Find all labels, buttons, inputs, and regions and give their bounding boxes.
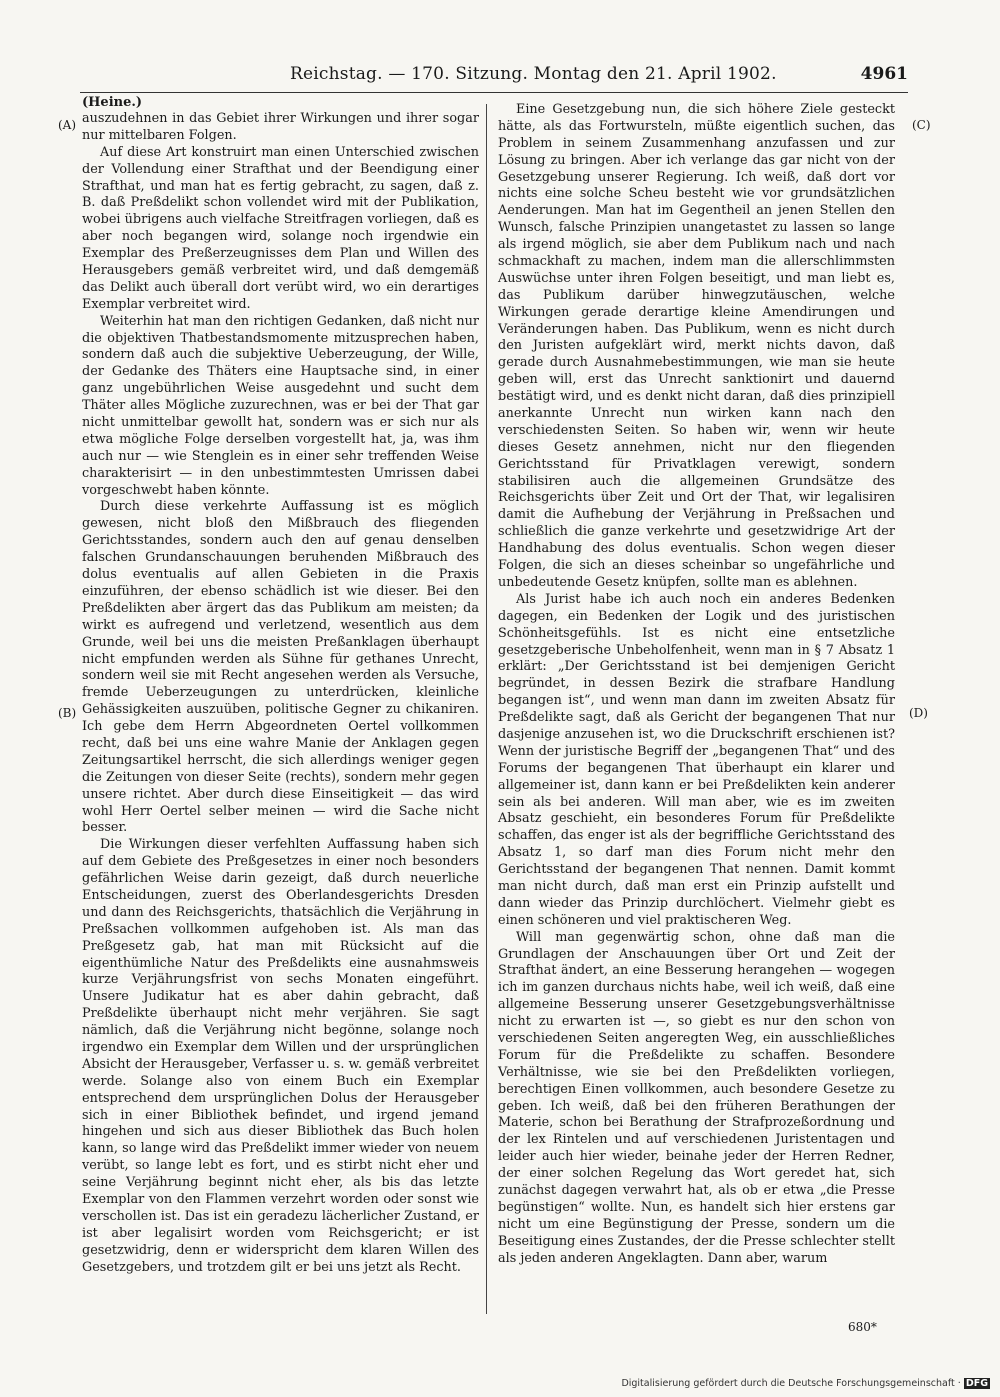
paragraph: Will man gegenwärtig schon, ohne daß man die Grundlagen der Anschauungen über Ort und Zeit der Strafthat ändert, an eine Besserung herangehen — wogegen ich im ganzen durchaus nichts habe, weil ich weiß, daß eine allgemeine Besserung unserer Gesetzgebungsverhältnisse nicht zu erwarten ist —, so giebt es nur den schon von verschiedenen Seiten angeregten Weg, ein ausschließliches Forum für die Preßdelikte zu schaffen. Besondere Verhältnisse, wie sie bei den Preßdelikten vorliegen, berechtigen Einen vollkommen, auch besondere Gesetze zu geben. Ich weiß, daß bei den früheren Berathungen der Materie, schon bei Berathung der Strafprozeßordnung und der lex Rintelen und auf verschiedenen Juristentagen und leider auch hier wieder, beinahe jeder der Herren Redner, der einer solchen Regelung das Wort geredet hat, sich zunächst dagegen verwahrt hat, als ob er etwa „die Presse begünstigen“ wollte. Nun, es handelt sich hier erstens gar nicht um eine Begünstigung der Presse, sondern um die Beseitigung eines Zustandes, der die Presse schlechter stellt als jeden anderen Angeklagten. Dann aber, warum xyxy=(498,929,895,1266)
footer-credit xyxy=(621,1378,990,1389)
header-rule xyxy=(80,92,908,93)
paragraph: auszudehnen in das Gebiet ihrer Wirkungen und ihrer sogar nur mittelbaren Folgen. xyxy=(82,111,479,143)
sheet-signature: 680* xyxy=(848,1320,877,1334)
paragraph: Eine Gesetzgebung nun, die sich höhere Ziele gesteckt hätte, als das Fortwursteln, müßte eigentlich suchen, das Problem in seinem Zusammenhang anzufassen und zur Lösung zu bringen. Aber ich verlange das gar nicht von der Gesetzgebung unserer Regierung. Ich weiß, daß dort vor nichts eine solche Scheu besteht wie vor grundsätzlichen Aenderungen. Man hat im Gegentheil an jenen Stellen den Wunsch, falsche Prinzipien unangetastet zu lassen so lange als irgend möglich, sie aber dem Publikum nach und nach schmackhaft zu machen, indem man die allerschlimmsten Auswüchse unter ihren Folgen beseitigt, und man liebt es, das Publikum darüber hinwegzutäuschen, welche Wirkungen gerade derartige kleine Amendirungen und Veränderungen haben. Das Publikum, wenn es nicht durch den Juristen aufgeklärt wird, merkt nichts davon, daß gerade durch Ausnahmebestimmungen, wie man sie heute geben will, erst das Unrecht sanktionirt und dauernd bestätigt wird, und es denkt nicht daran, daß dies prinzipiell anerkannte Unrecht nun wirken kann nach den verschiedensten Seiten. So haben wir, wenn wir heute dieses Gesetz annehmen, nicht nur den fliegenden Gerichtsstand für Privatklagen verewigt, sondern stabilisiren auch die allgemeinen Grundsätze des Reichsgerichts über Zeit und Ort der That, wir legalisiren damit die Aufhebung der Verjährung in Preßsachen und schließlich die ganze verkehrte und gesetzwidrige Art der Handhabung des dolus eventualis. Schon wegen dieser Folgen, die sich an dieses scheinbar so ungefährliche und unbedeutende Gesetz knüpfen, sollte man es ablehnen. xyxy=(498,102,895,590)
paragraph: Weiterhin hat man den richtigen Gedanken, daß nicht nur die objektiven Thatbestandsmomente mitzusprechen haben, sondern daß auch die subjektive Ueberzeugung, der Wille, der Gedanke des Thäters eine Hauptsache sind, in einer ganz ungebührlichen Weise ausgedehnt und sucht dem Thäter alles Mögliche zuzurechnen, was er bei der That gar nicht unmittelbar gewollt hat, sondern was er sich nur als etwa mögliche Folge derselben vorgestellt hat, ja, was ihm auch nur — wie Stenglein es in einer sehr treffenden Weise charakterisirt — in den unbestimmtesten Umrissen dabei vorgeschwebt haben könnte. xyxy=(82,313,479,498)
running-title: Reichstag. — 170. Sitzung. Montag den 21. April 1902. xyxy=(290,64,777,84)
footer-text: Digitalisierung gefördert durch die Deutsche Forschungsgemeinschaft · xyxy=(621,1378,961,1389)
paragraph: Als Jurist habe ich auch noch ein anderes Bedenken dagegen, ein Bedenken der Logik und des juristischen Schönheitsgefühls. Ist es nicht eine entsetzliche gesetzgeberische Unbeholfenheit, wenn man in § 7 Absatz 1 erklärt: „Der Gerichtsstand ist bei demjenigen Gericht begründet, in dessen Bezirk die strafbare Handlung begangen ist“, und wenn man dann im zweiten Absatz für Preßdelikte sagt, daß als Gericht der begangenen That nur dasjenige anzusehen ist, wo die Druckschrift erschienen ist? Wenn der juristische Begriff der „begangenen That“ und des Forums der begangenen That überhaupt ein klarer und allgemeiner ist, dann kann er bei Preßdelikten kein anderer sein als bei anderen. Will man aber, wie es im zweiten Absatz geschieht, ein besonderes Forum für Preßdelikte schaffen, das enger ist als der begriffliche Gerichtsstand des Absatz 1, so darf man dies Forum nicht mehr den Gerichtsstand der begangenen That nennen. Damit kommt man nicht durch, daß man erst ein Prinzip aufstellt und dann wieder das Prinzip durchlöchert. Vielmehr giebt es einen schöneren und viel praktischeren Weg. xyxy=(498,591,895,928)
speaker-name: (Heine.) xyxy=(82,95,143,110)
margin-marker-b: (B) xyxy=(58,706,77,720)
paragraph: Durch diese verkehrte Auffassung ist es möglich gewesen, nicht bloß den Mißbrauch des fliegenden Gerichtsstandes, sondern auch den auf genau denselben falschen Grundanschauungen beruhenden Mißbrauch des dolus eventualis auf allen Gebieten in die Praxis einzuführen, der ebenso schädlich ist wie dieser. Bei den Preßdelikten aber ärgert das das Publikum am meisten; da wirkt es aufregend und verletzend, wesentlich aus dem Grunde, weil bei uns die meisten Preßanklagen überhaupt nicht empfunden werden als Sühne für gethanes Unrecht, sondern weil sie mit Recht angesehen werden als Versuche, fremde Ueberzeugungen zu unterdrücken, kleinliche Gehässigkeiten auszuüben, politische Gegner zu chikaniren. Ich gebe dem Herrn Abgeordneten Oertel vollkommen recht, daß bei uns eine wahre Manie der Anklagen gegen Zeitungsartikel herrscht, die sich allerdings weniger gegen die Zeitungen von dieser Seite (rechts), sondern mehr gegen unsere richtet. Aber durch diese Einseitigkeit — das wird wohl Herr Oertel selber meinen — wird die Sache nicht besser. xyxy=(82,499,479,836)
paragraph: Auf diese Art konstruirt man einen Unterschied zwischen der Vollendung einer Strafthat und der Beendigung einer Strafthat, und man hat es fertig gebracht, zu sagen, daß z. B. daß Preßdelikt schon vollendet wird mit der Publikation, wobei übrigens auch vielfache Streitfragen vorliegen, daß es aber noch begangen wird, solange noch irgendwie ein Exemplar des Preßerzeugnisses dem Plan und Willen des Herausgebers gemäß verbreitet wird, und daß demgemäß das Delikt auch überall dort verübt wird, wo ein derartiges Exemplar verbreitet wird. xyxy=(82,144,479,312)
column-divider xyxy=(486,104,487,1314)
margin-marker-a: (A) xyxy=(58,118,77,132)
margin-marker-d: (D) xyxy=(909,706,928,720)
right-column xyxy=(498,102,895,1267)
page-header xyxy=(58,64,908,88)
left-column xyxy=(82,111,479,1276)
paragraph: Die Wirkungen dieser verfehlten Auffassung haben sich auf dem Gebiete des Preßgesetzes in einer noch besonders gefährlichen Weise darin gezeigt, daß durch neuerliche Entscheidungen, zuerst des Oberlandesgerichts Dresden und dann des Reichsgerichts, thatsächlich die Verjährung in Preßsachen vollkommen aufgehoben ist. Als man das Preßgesetz gab, hat man mit Rücksicht auf die eigenthümliche Natur des Preßdelikts eine ausnahmsweis kurze Verjährungsfrist von sechs Monaten eingeführt. Unsere Judikatur hat es aber dahin gebracht, daß Preßdelikte überhaupt nicht mehr verjähren. Sie sagt nämlich, daß die Verjährung nicht begönne, solange noch irgendwo ein Exemplar dem Willen und der ursprünglichen Absicht der Herausgeber, Verfasser u. s. w. gemäß verbreitet werde. Solange also von einem Buch ein Exemplar entsprechend dem ursprünglichen Dolus der Herausgeber sich in einer Bibliothek befindet, und irgend jemand hingehen und sich aus dieser Bibliothek das Buch holen kann, so lange wird das Preßdelikt immer wieder von neuem verübt, so lange lebt es fort, und es stirbt nicht eher und seine Verjährung beginnt nicht eher, als bis das letzte Exemplar von den Flammen verzehrt worden oder sonst wie verschollen ist. Das ist ein geradezu lächerlicher Zustand, er ist aber legalisirt worden vom Reichsgericht; er ist gesetzwidrig, denn er widerspricht dem klaren Willen des Gesetzgebers, und trotzdem gilt er bei uns jetzt als Recht. xyxy=(82,837,479,1275)
margin-marker-c: (C) xyxy=(912,118,931,132)
page-number: 4961 xyxy=(860,64,908,84)
dfg-logo: DFG xyxy=(965,1378,988,1389)
